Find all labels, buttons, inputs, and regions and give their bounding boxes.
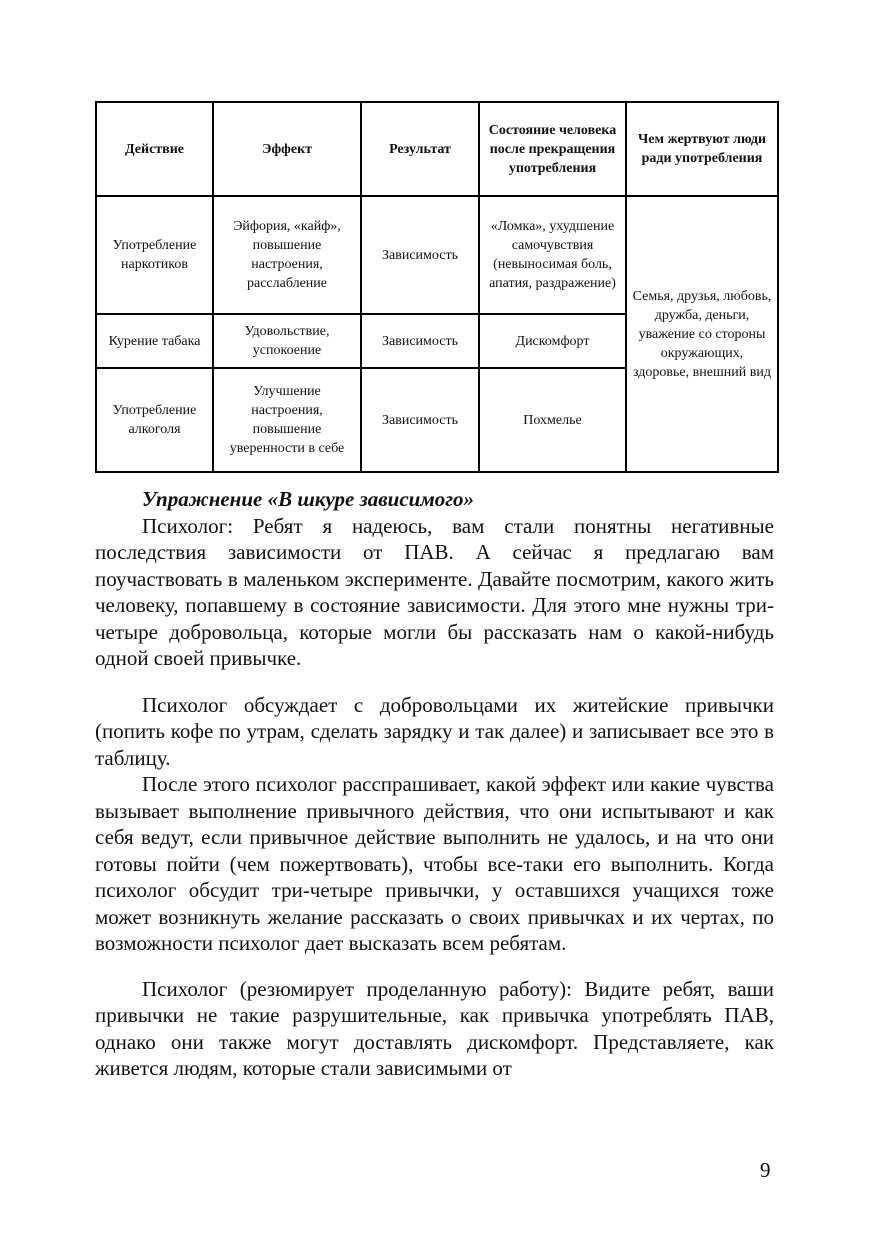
page-number: 9	[760, 1158, 771, 1182]
table-header-row	[96, 102, 778, 196]
header-effect: Эффект	[213, 102, 361, 196]
table-row	[96, 196, 778, 314]
cell-effect: Удовольствие, успокоение	[213, 314, 361, 368]
cell-action: Курение табака	[96, 314, 213, 368]
header-sacrifice: Чем жертвуют люди ради употребления	[626, 102, 778, 196]
header-action: Действие	[96, 102, 213, 196]
cell-state-after: «Ломка», ухудшение самочувствия (невыносимая боль, апатия, раздражение)	[479, 196, 626, 314]
paragraph: Психолог: Ребят я надеюсь, вам стали понятны негативные последствия зависимости от ПАВ. А сейчас я предлагаю вам поучаствовать в маленьком эксперименте. Давайте посмотрим, какого жить человеку, попавшему в состояние зависимости. Для этого мне нужны три-четыре добровольца, которые могли бы рассказать нам о какой-нибудь одной своей привычке.	[95, 513, 774, 670]
cell-action: Употребление наркотиков	[96, 196, 213, 314]
cell-state-after: Дискомфорт	[479, 314, 626, 368]
cell-result: Зависимость	[361, 314, 479, 368]
paragraph: После этого психолог расспрашивает, какой эффект или какие чувства вызывает выполнение привычного действия, что они испытывают и как себя ведут, если привычное действие выполнить не удалось, и на что они готовы пойти (чем пожертвовать), чтобы все-таки его выполнить. Когда психолог обсудит три-четыре привычки, у оставшихся учащихся тоже может возникнуть желание рассказать о своих привычках и их чертах, по возможности психолог дает высказать всем ребятам.	[95, 772, 774, 955]
header-result: Результат	[361, 102, 479, 196]
body-text	[95, 486, 774, 1082]
cell-result: Зависимость	[361, 368, 479, 472]
cell-action: Употребление алкоголя	[96, 368, 213, 472]
exercise-heading: Упражнение «В шкуре зависимого»	[142, 487, 474, 511]
header-state-after: Состояние человека после прекращения употребления	[479, 102, 626, 196]
cell-effect: Эйфория, «кайф», повышение настроения, расслабление	[213, 196, 361, 314]
cell-state-after: Похмелье	[479, 368, 626, 472]
cell-result: Зависимость	[361, 196, 479, 314]
paragraph: Психолог (резюмирует проделанную работу): Видите ребят, ваши привычки не такие разрушительные, как привычка употреблять ПАВ, однако они также могут доставлять дискомфорт. Представляете, как живется людям, которые стали зависимыми от	[95, 976, 774, 1080]
paragraph: Психолог обсуждает с добровольцами их житейские привычки (попить кофе по утрам, сделать зарядку и так далее) и записывает все это в таблицу.	[95, 692, 774, 770]
cell-sacrifice: Семья, друзья, любовь, дружба, деньги, уважение со стороны окружающих, здоровье, внешний вид	[626, 196, 778, 472]
cell-effect: Улучшение настроения, повышение уверенности в себе	[213, 368, 361, 472]
habits-table	[95, 101, 779, 473]
